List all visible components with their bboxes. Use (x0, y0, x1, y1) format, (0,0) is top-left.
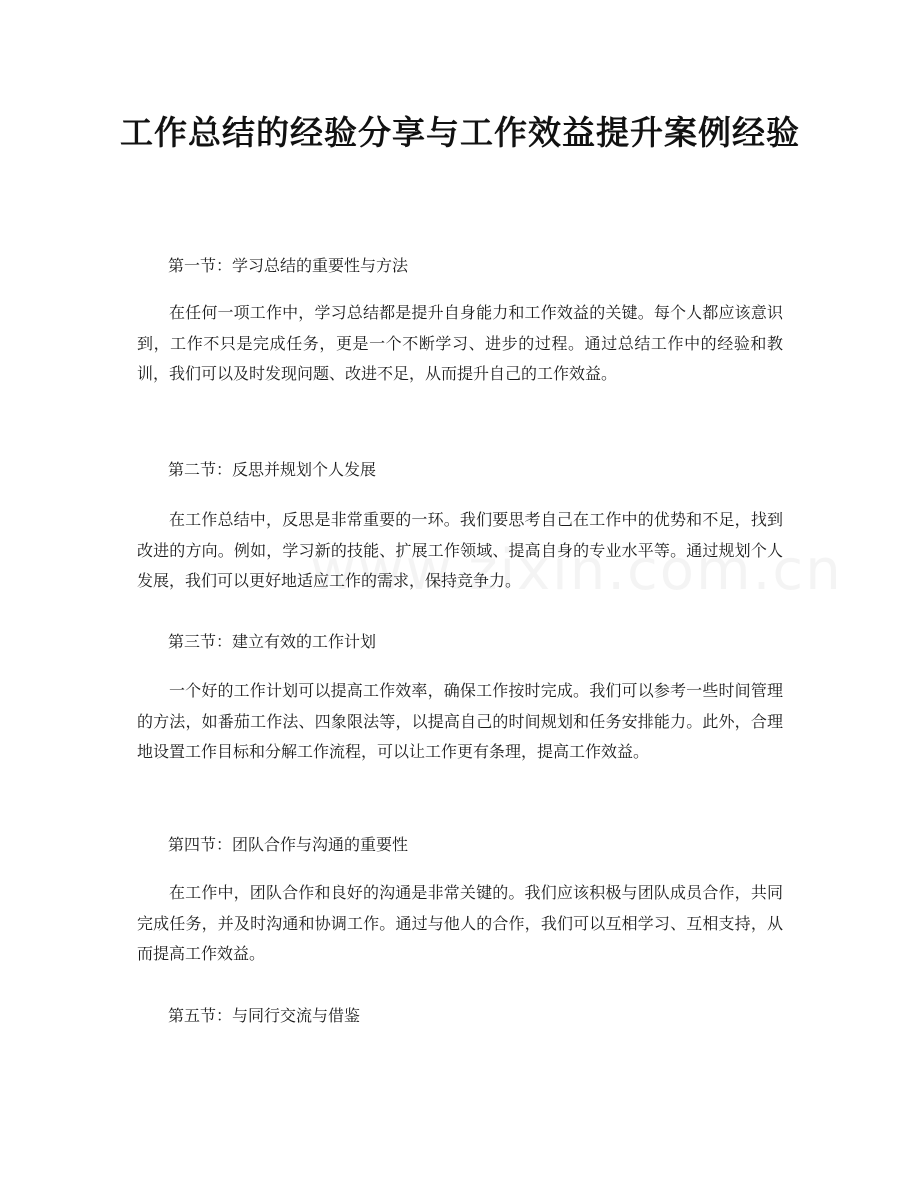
section-heading-4: 第四节：团队合作与沟通的重要性 (168, 835, 409, 854)
section-paragraph-3: 一个好的工作计划可以提高工作效率，确保工作按时完成。我们可以参考一些时间管理的方法，如番茄工作法、四象限法等，以提高自己的时间规划和任务安排能力。此外，合理地设置工作目标和分解工作流程，可以让工作更有条理，提高工作效益。 (137, 681, 783, 761)
document-title: 工作总结的经验分享与工作效益提升案例经验 (120, 113, 800, 152)
section-heading-5: 第五节：与同行交流与借鉴 (168, 1006, 361, 1025)
section-paragraph-4: 在工作中，团队合作和良好的沟通是非常关键的。我们应该积极与团队成员合作，共同完成任务，并及时沟通和协调工作。通过与他人的合作，我们可以互相学习、互相支持，从而提高工作效益。 (137, 883, 783, 963)
section-paragraph-1: 在任何一项工作中，学习总结都是提升自身能力和工作效益的关键。每个人都应该意识到，工作不只是完成任务，更是一个不断学习、进步的过程。通过总结工作中的经验和教训，我们可以及时发现问题、改进不足，从而提升自己的工作效益。 (137, 303, 783, 383)
section-heading-1: 第一节：学习总结的重要性与方法 (168, 256, 409, 275)
section-heading-2: 第二节：反思并规划个人发展 (168, 460, 377, 479)
section-heading-3: 第三节：建立有效的工作计划 (168, 632, 377, 651)
section-paragraph-2: 在工作总结中，反思是非常重要的一环。我们要思考自己在工作中的优势和不足，找到改进的方向。例如，学习新的技能、扩展工作领域、提高自身的专业水平等。通过规划个人发展，我们可以更好地适应工作的需求，保持竞争力。 (137, 510, 783, 590)
